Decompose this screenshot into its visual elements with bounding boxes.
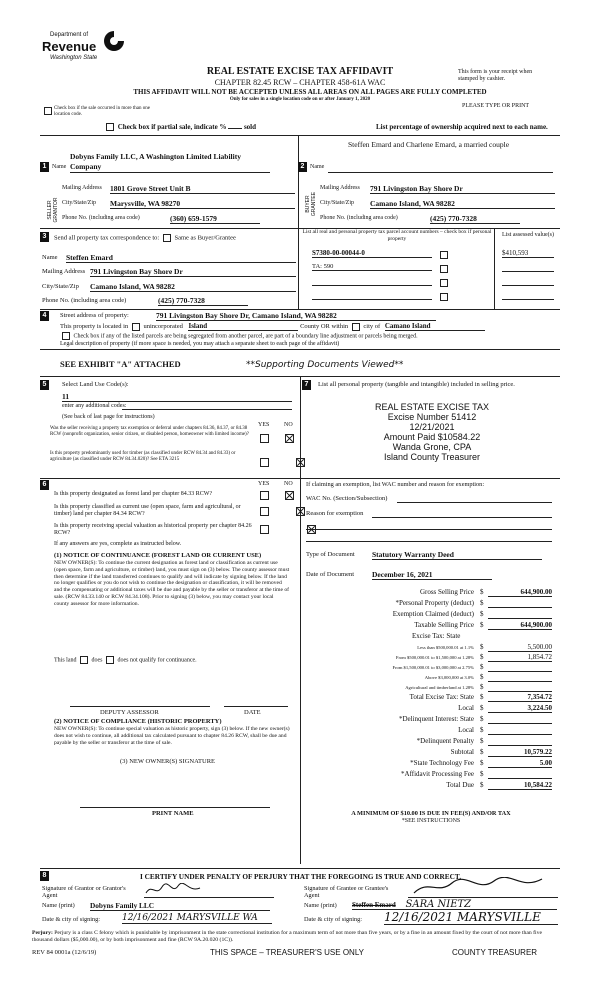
- located-label: This property is located in: [60, 323, 129, 330]
- grantor-name-value: Dobyns Family LLC: [90, 901, 270, 911]
- segregated-checkbox[interactable]: [62, 332, 70, 340]
- parcel-row: [302, 263, 557, 277]
- total-label: Local: [458, 704, 474, 712]
- section7-number: 7: [302, 380, 311, 390]
- total-value: 10,579.22: [488, 748, 552, 757]
- supporting-docs: **Supporting Documents Viewed**: [246, 360, 404, 370]
- type-note: PLEASE TYPE OR PRINT: [462, 103, 530, 109]
- total-row: [302, 759, 558, 770]
- dept-line1: Department of: [50, 32, 89, 38]
- footer-rev: REV 84 0001a (12/6/19): [32, 949, 97, 956]
- s6-yes-header: YES: [258, 481, 270, 487]
- seller-city-value: Marysville, WA 98270: [110, 199, 295, 209]
- assessed-value: [502, 263, 554, 272]
- personal-prop-label: List all personal property (tangible and intangible) included in selling price.: [318, 381, 515, 388]
- s5-q2-yes[interactable]: [260, 458, 269, 467]
- seller-name-value: Dobyns Family LLC, A Washington Limited Liability Company: [70, 152, 270, 173]
- partial-sale-row: [104, 123, 256, 131]
- unincorporated-label: unincorporated: [143, 323, 183, 330]
- minimum-note: A MINIMUM OF $10.00 IS DUE IN FEE(S) AND/OR TAX: [351, 810, 511, 817]
- deputy-assessor: DEPUTY ASSESSOR: [100, 709, 159, 716]
- section7-personal: [302, 378, 560, 868]
- notice2-body: NEW OWNER(S): To continue special valuation as historic property, sign (3) below. If the new owner(s) does not wish to continue, all additional tax calculated pursuant to chapter 84.26 RCW, shall be due and payable by the seller or transferor at the time of sale.: [54, 726, 290, 746]
- seller-phone-label: Phone No. (including area code): [62, 215, 140, 221]
- tax-calculation: [302, 588, 558, 792]
- tax-row-value: [488, 599, 552, 608]
- city-of-checkbox[interactable]: [352, 323, 360, 331]
- buyer-city-value: Camano Island, WA 98282: [370, 199, 555, 209]
- doc-date-label: Date of Document: [306, 571, 355, 578]
- buyer-mailing-label: Mailing Address: [320, 185, 360, 191]
- print-name: PRINT NAME: [152, 810, 194, 817]
- corr-name-value: Steffen Emard: [66, 253, 296, 263]
- total-value: [488, 726, 552, 735]
- s6-q1-no[interactable]: [285, 491, 294, 500]
- total-value: 10,584.22: [488, 781, 552, 790]
- grantee-signature-scribble: [408, 877, 548, 897]
- assessed-value: [502, 291, 554, 300]
- tier-cur: $: [480, 673, 484, 681]
- total-row: [302, 715, 558, 726]
- seller-mailing-label: Mailing Address: [62, 185, 102, 191]
- s5-q1-no[interactable]: [285, 434, 294, 443]
- total-label: Local: [458, 726, 474, 734]
- perjury-row: [32, 930, 560, 944]
- city-value: Camano Island: [385, 322, 485, 331]
- tax-row-cur: $: [480, 588, 484, 596]
- grantor-signature: [144, 883, 274, 898]
- tax-row-label: Taxable Selling Price: [414, 621, 474, 629]
- personal-property-checkbox[interactable]: [440, 265, 448, 273]
- tier-row: [302, 653, 558, 663]
- total-row: [302, 781, 558, 792]
- grantee-name-value: Steffen Emard: [352, 901, 396, 909]
- notice1-title: (1) NOTICE OF CONTINUANCE (FOREST LAND OR CURRENT USE): [54, 552, 262, 559]
- tax-row-cur: $: [480, 599, 484, 607]
- total-label: *State Technology Fee: [410, 759, 474, 767]
- total-value: [488, 715, 552, 724]
- corr-mailing-label: Mailing Address: [42, 268, 86, 275]
- tier-label: From $1,500,000.01 to $3,000,000 at 2.75%: [392, 665, 474, 670]
- total-value: [488, 770, 552, 779]
- total-label: *Delinquent Interest: State: [398, 715, 474, 723]
- buyer-vertical-label: BUYER GRANTEE: [305, 191, 317, 217]
- dept-line3: Washington State: [50, 55, 98, 61]
- s6-q1-yes[interactable]: [260, 491, 269, 500]
- corr-city-value: Camano Island, WA 98282: [90, 282, 296, 292]
- this-land-row: [54, 656, 197, 664]
- legal-note: Legal description of property (if more space is needed, you may attach a separate sheet to each page of the affidavit): [60, 341, 340, 347]
- tier-label: Less than $500,000.01 at 1.1%: [417, 645, 474, 650]
- s6-q2: Is this property classified as current use (open space, farm and agricultural, or timber) land per chapter 84.34 RCW?: [54, 504, 241, 517]
- section2-number: 2: [298, 162, 307, 172]
- does-not-label: does not qualify for continuance.: [117, 657, 197, 664]
- assessed-header: List assessed value(s): [502, 232, 554, 238]
- parcel-number: TA: 590: [312, 263, 432, 271]
- segregated-note: Check box if any of the listed parcels are being segregated from another parcel, are part of a boundary line adjustment or parcels being merged.: [73, 333, 418, 340]
- county-value: Island: [188, 322, 298, 331]
- total-cur: $: [480, 726, 484, 734]
- grantee-signature: [408, 877, 558, 898]
- buyer-name-label: Name: [310, 164, 325, 170]
- located-row: [60, 322, 485, 331]
- total-cur: $: [480, 737, 484, 745]
- s6-q3-yes[interactable]: [260, 525, 269, 534]
- street-label: Street address of property:: [60, 312, 129, 319]
- excise-header: [302, 632, 558, 643]
- dept-line2: Revenue: [42, 39, 97, 54]
- see-instructions: *SEE INSTRUCTIONS: [401, 818, 461, 824]
- perjury-text: Perjury is a class C felony which is punishable by imprisonment in the state correctional institution for a maximum term of not more than five years, or by a fine in an amount fixed by the court of not more than five thousand dollars ($5,000.00), or by both imprisonment and fine (RCW 9A.20.020 (1C)).: [32, 930, 543, 943]
- total-label: Subtotal: [450, 748, 474, 756]
- grantor-signature-scribble: [144, 883, 204, 897]
- reason-label: Reason for exemption: [306, 510, 364, 517]
- county-or-label: County OR within: [300, 323, 349, 330]
- total-label: Total Due: [446, 781, 474, 789]
- s6-q1: Is this property designated as forest land per chapter 84.33 RCW?: [54, 491, 213, 497]
- grantee-name-hand: SARA NIETZ: [405, 899, 472, 910]
- new-owner-sig: (3) NEW OWNER(S) SIGNATURE: [120, 758, 216, 765]
- wac-label: WAC No. (Section/Subsection): [306, 495, 388, 502]
- parcel-row: [302, 291, 557, 305]
- tier-value: 1,854.72: [488, 653, 552, 662]
- yes-header: YES: [258, 422, 270, 428]
- same-as-checkbox[interactable]: [163, 234, 171, 242]
- total-value: 7,354.72: [488, 693, 552, 702]
- s6-q3: Is this property receiving special valuation as historical property per chapter 84.26 RCW?: [54, 523, 252, 536]
- tier-cur: $: [480, 653, 484, 661]
- street-value: 791 Livingston Bay Shore Dr, Camano Island, WA 98282: [156, 311, 436, 321]
- certify-statement: I CERTIFY UNDER PENALTY OF PERJURY THAT THE FOREGOING IS TRUE AND CORRECT.: [140, 872, 462, 881]
- send-label: [54, 234, 236, 242]
- form-warning: THIS AFFIDAVIT WILL NOT BE ACCEPTED UNLESS ALL AREAS ON ALL PAGES ARE FULLY COMPLETED: [133, 88, 487, 96]
- total-row: [302, 726, 558, 737]
- tier-cur: $: [480, 643, 484, 651]
- s6-if-yes: If any answers are yes, complete as instructed below.: [54, 541, 182, 547]
- tax-row: [302, 588, 558, 599]
- footer-county-treasurer: COUNTY TREASURER: [452, 948, 538, 957]
- parcel-number: S7380-00-00044-0: [312, 249, 432, 258]
- multi-location-check[interactable]: [42, 106, 162, 118]
- grantee-name-label: Name (print): [304, 902, 337, 909]
- tier-value: 5,500.00: [488, 643, 552, 652]
- exhibit-label: SEE EXHIBIT "A" ATTACHED: [60, 359, 181, 369]
- corr-city-label: City/State/Zip: [42, 283, 79, 290]
- section6-designation: [40, 479, 298, 864]
- land-use-value: 11: [62, 392, 292, 402]
- assessed-value: $410,593: [502, 249, 554, 258]
- grantee-name-row: [352, 899, 557, 910]
- section6-number: 6: [40, 480, 49, 490]
- form-subtitle: CHAPTER 82.45 RCW – CHAPTER 458-61A WAC: [214, 78, 386, 87]
- tier-row: [302, 683, 558, 693]
- land-does-checkbox[interactable]: [80, 656, 88, 664]
- grantor-date-label: Date & city of signing:: [42, 916, 101, 923]
- section3-number: 3: [40, 232, 49, 242]
- s5-q1-yes[interactable]: [260, 434, 269, 443]
- section5-number: 5: [40, 380, 49, 390]
- corr-phone-label: Phone No. (including area code): [42, 297, 127, 304]
- s6-q2-yes[interactable]: [260, 507, 269, 516]
- stamp-line: Amount Paid $10584.22: [383, 432, 481, 442]
- excise-header-label: Excise Tax: State: [412, 632, 461, 640]
- additional-codes: enter any additional codes:: [62, 403, 127, 409]
- see-back: (See back of last page for instructions): [62, 414, 155, 420]
- section1-number: 1: [40, 162, 49, 172]
- parcel-row: [302, 249, 557, 263]
- total-value: 5.00: [488, 759, 552, 768]
- tax-row: [302, 610, 558, 621]
- assessed-value: [502, 277, 554, 286]
- city-of-label: city of: [363, 323, 381, 330]
- section8-number: 8: [40, 871, 49, 881]
- seller-vertical-label: SELLER GRANTOR: [47, 197, 59, 223]
- doc-type-value: Statutory Warranty Deed: [372, 550, 542, 560]
- tier-value: [488, 663, 552, 672]
- total-label: *Delinquent Penalty: [416, 737, 474, 745]
- partial-sale-label: Check box if partial sale, indicate %: [117, 123, 227, 131]
- s5-q1: Was the seller receiving a property tax exemption or deferral under chapters 84.36, 84.37, or 84.38 RCW (nonprofit organization, senior citizen, or disabled person, homeowner with limited income)?: [50, 426, 249, 437]
- total-row: [302, 748, 558, 759]
- seller-city-label: City/State/Zip: [62, 200, 96, 206]
- tier-label: Above $3,000,000 at 3.0%: [424, 675, 474, 680]
- form-title: REAL ESTATE EXCISE TAX AFFIDAVIT: [206, 66, 394, 77]
- multi-location-checkbox[interactable]: [44, 107, 52, 115]
- seller-mailing-value: 1801 Grove Street Unit B: [110, 184, 295, 194]
- tier-row: [302, 673, 558, 683]
- buyer-city-label: City/State/Zip: [320, 200, 354, 206]
- total-row: [302, 704, 558, 715]
- grantor-sig-label: Signature of Grantor or Grantor's Agent: [42, 885, 126, 899]
- no-header: NO: [284, 422, 293, 428]
- buyer-phone-label: Phone No. (including area code): [320, 215, 398, 221]
- tier-cur: $: [480, 663, 484, 671]
- total-cur: $: [480, 781, 484, 789]
- perjury-label: Perjury:: [32, 930, 53, 936]
- corr-name-label: Name: [42, 254, 58, 261]
- personal-property-checkbox[interactable]: [440, 279, 448, 287]
- grantor-date-value: 12/16/2021 MARYSVILLE WA: [122, 913, 272, 924]
- dor-logo: [42, 30, 132, 70]
- total-value: [488, 737, 552, 746]
- buyer-phone-value: (425) 770-7328: [430, 214, 520, 224]
- tax-row-label: Gross Selling Price: [419, 588, 474, 596]
- parcel-number: [312, 291, 432, 300]
- buyer-name-value: Steffen Emard and Charlene Emard, a married couple: [348, 140, 510, 149]
- tier-label: Agricultural and timberland at 1.28%: [405, 685, 474, 690]
- stamp-line: Wanda Grone, CPA: [392, 442, 472, 452]
- grantee-date-label: Date & city of signing:: [304, 916, 363, 923]
- section8-signatures: [32, 869, 560, 949]
- tax-row-cur: $: [480, 621, 484, 629]
- this-land-label: This land: [54, 657, 77, 664]
- tax-row: [302, 621, 558, 632]
- ownership-note: List percentage of ownership acquired next to each name.: [376, 123, 548, 131]
- tax-row-label: Exemption Claimed (deduct): [392, 610, 474, 618]
- s6-no-header: NO: [284, 481, 293, 487]
- grantee-sig-label: Signature of Grantee or Grantee's Agent: [304, 885, 389, 899]
- tax-row-value: 644,900.00: [488, 621, 552, 630]
- sold-label: sold: [243, 123, 257, 131]
- s5-q2: Is this property predominantly used for timber (as classified under RCW 84.34 and 84.33) or agriculture (as classified under RCW 84.34.020)? See ETA 3215: [50, 451, 236, 462]
- section4-property: [40, 310, 560, 352]
- treasurer-stamp: [342, 402, 522, 462]
- total-cur: $: [480, 704, 484, 712]
- section1-seller: [40, 136, 298, 228]
- doc-date-value: December 16, 2021: [372, 570, 492, 580]
- tax-row-value: 644,900.00: [488, 588, 552, 597]
- claiming-label: If claiming an exemption, list WAC number and reason for exemption:: [306, 481, 485, 488]
- tier-value: [488, 683, 552, 692]
- corr-phone-value: (425) 770-7328: [158, 296, 248, 306]
- total-row: [302, 737, 558, 748]
- notice1-body: NEW OWNER(S): To continue the current designation as forest land or classification as current use (open space, farm and agriculture, or timber) land, you must sign on (3) below. The county assessor must then determine if the land transferred continues to qualify and will indicate by signing below. If the land no longer qualifies or you do not wish to continue the designation or classification, it will be removed and the compensating or additional taxes will be due and payable by the seller or transferor at the time of sale. (RCW 84.33.140 or RCW 84.34.108). Prior to signing (3) below, you may contact your local county assessor for more information.: [54, 560, 290, 607]
- stamp-line: Island County Treasurer: [383, 452, 481, 462]
- tier-row: [302, 663, 558, 673]
- seller-name-label: Name: [52, 164, 67, 170]
- same-as-label: Same as Buyer/Grantee: [174, 234, 236, 242]
- stamp-line: 12/21/2021: [409, 422, 455, 432]
- parcel-header: List all real and personal property tax parcel account numbers – check box if personal property: [302, 229, 492, 242]
- stamp-line: Excise Number 51412: [387, 412, 477, 422]
- unincorporated-checkbox[interactable]: [132, 323, 140, 331]
- buyer-mailing-value: 791 Livingston Bay Shore Dr: [370, 184, 555, 194]
- personal-property-checkbox[interactable]: [440, 293, 448, 301]
- tier-label: From $500,000.01 to $1,500,000 at 1.28%: [395, 655, 474, 660]
- total-cur: $: [480, 693, 484, 701]
- tier-row: [302, 643, 558, 653]
- segregated-row: [60, 332, 418, 340]
- total-row: [302, 693, 558, 704]
- tax-row-value: [488, 610, 552, 619]
- seller-phone-value: (360) 659-1579: [170, 214, 260, 224]
- total-cur: $: [480, 748, 484, 756]
- partial-sale-checkbox[interactable]: [106, 123, 114, 131]
- total-cur: $: [480, 715, 484, 723]
- tier-value: [488, 673, 552, 682]
- grantee-date-value: 12/16/2021 MARYSVILLE: [384, 910, 558, 925]
- does-label: does: [91, 657, 103, 664]
- tier-cur: $: [480, 683, 484, 691]
- land-does-not-checkbox[interactable]: [106, 656, 114, 664]
- parcel-number: [312, 277, 432, 286]
- dor-swoosh-icon: [102, 30, 126, 52]
- section2-buyer: [298, 136, 560, 228]
- total-label: *Affidavit Processing Fee: [401, 770, 474, 778]
- stamp-line: REAL ESTATE EXCISE TAX: [374, 402, 490, 412]
- multi-location-label: Check box if the sale occurred in more than one location code.: [54, 106, 150, 117]
- land-use-label: Select Land Use Code(s):: [62, 381, 129, 388]
- tax-row-cur: $: [480, 610, 484, 618]
- corr-mailing-value: 791 Livingston Bay Shore Dr: [90, 267, 296, 277]
- tax-row: [302, 599, 558, 610]
- doc-type-label: Type of Document: [306, 551, 355, 558]
- send-label-text: Send all property tax correspondence to:: [54, 234, 160, 242]
- form-only-for: Only for sales in a single location code on or after January 1, 2020: [229, 97, 371, 102]
- grantor-name-label: Name (print): [42, 902, 75, 909]
- parcel-list: [302, 249, 557, 305]
- total-cur: $: [480, 770, 484, 778]
- parcel-row: [302, 277, 557, 291]
- deputy-date: DATE: [244, 709, 261, 716]
- section5-landuse: [40, 378, 298, 478]
- total-label: Total Excise Tax: State: [409, 693, 474, 701]
- footer-treasurer-space: THIS SPACE – TREASURER'S USE ONLY: [210, 948, 365, 957]
- total-row: [302, 770, 558, 781]
- notice2-title: (2) NOTICE OF COMPLIANCE (HISTORIC PROPERTY): [54, 718, 222, 725]
- section3-correspondence: [40, 229, 560, 309]
- total-value: 3,224.50: [488, 704, 552, 713]
- personal-property-checkbox[interactable]: [440, 251, 448, 259]
- section4-number: 4: [40, 311, 49, 321]
- tax-row-label: *Personal Property (deduct): [395, 599, 474, 607]
- receipt-note: This form is your receipt when stamped by cashier.: [458, 69, 533, 82]
- total-cur: $: [480, 759, 484, 767]
